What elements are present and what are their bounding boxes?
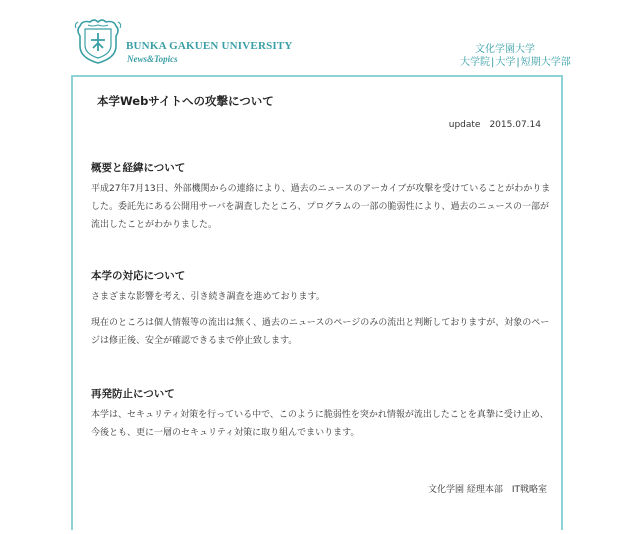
section-heading-prevention: 再発防止について — [91, 388, 175, 400]
signature: 文化学園 経理本部 IT戦略室 — [427, 485, 547, 495]
link-junior-college[interactable]: 短期大学部 — [520, 57, 571, 68]
link-graduate-school[interactable]: 大学院 — [460, 57, 490, 68]
section-paragraph: 本学は、セキュリティ対策を行っている中で、このように脆弱性を突かれ情報が流出したことを真摯に受け止め、今後とも、更に一層のセキュリティ対策に取り組んでまいります。 — [91, 410, 549, 438]
section-heading-response: 本学の対応について — [91, 270, 186, 282]
page-title: 本学Webサイトへの攻撃について — [97, 94, 274, 108]
university-crest-icon[interactable] — [74, 16, 122, 66]
brand-name: BUNKA GAKUEN UNIVERSITY — [126, 40, 293, 52]
institution-links — [460, 53, 571, 68]
institution-name[interactable]: 文化学園大学 — [475, 44, 535, 55]
update-date: update 2015.07.14 — [448, 120, 541, 130]
section-paragraph: 現在のところは個人情報等の流出は無く、過去のニュースのページのみの流出と判断しておりますが、対象のページは修正後、安全が確認できるまで停止致します。 — [91, 318, 550, 346]
link-separator: | — [516, 57, 520, 68]
article-box — [71, 75, 563, 530]
link-university[interactable]: 大学 — [495, 57, 516, 68]
page-header — [0, 0, 640, 76]
section-paragraph: 平成27年7月13日、外部機関からの連絡により、過去のニュースのアーカイブが攻撃を受けていることがわかりました。委託先にある公開用サーバを調査したところ、プログラムの一部の脆弱性により、過去のニュースの一部が流出したことがわかりました。 — [91, 184, 551, 230]
section-heading-overview: 概要と経緯について — [91, 162, 186, 174]
section-paragraph: さまざまな影響を考え、引き続き調査を進めております。 — [91, 292, 325, 302]
brand-subtitle: News&Topics — [127, 54, 178, 64]
link-separator: | — [491, 57, 495, 68]
